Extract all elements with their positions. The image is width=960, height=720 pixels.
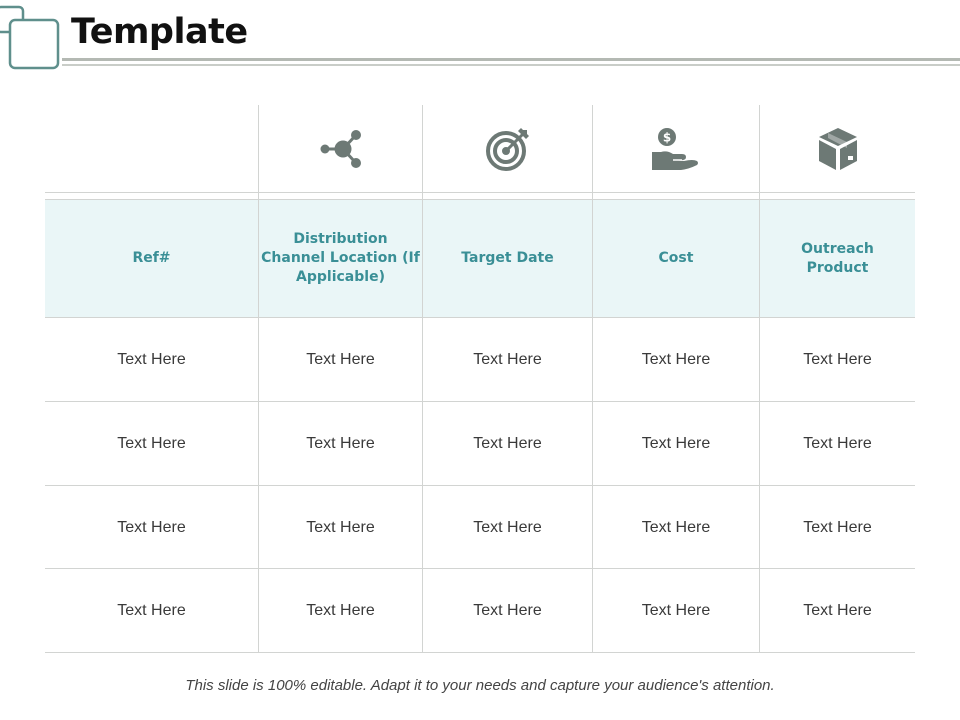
header-ref: Ref# — [132, 250, 171, 266]
table-cell: Text Here — [306, 601, 375, 619]
header-outreach-product: Outreach Product — [801, 240, 874, 276]
table-cell: Text Here — [803, 434, 872, 452]
icon-cell — [259, 105, 422, 193]
table-cell: Text Here — [641, 434, 711, 452]
header-distribution-channel: Distribution Channel Location (If Applicable) — [261, 231, 420, 285]
table-cell: Text Here — [473, 518, 542, 536]
table-rule — [45, 652, 915, 653]
table-cell: Text Here — [117, 601, 186, 619]
table-cell: Text Here — [306, 518, 375, 536]
icon-cell — [593, 105, 759, 193]
page-title: Template — [71, 12, 248, 52]
table-cell: Text Here — [803, 601, 872, 619]
template-table — [45, 105, 915, 653]
table-cell: Text Here — [306, 350, 375, 368]
share-network-icon — [319, 127, 363, 171]
logo-squares — [0, 0, 62, 70]
table-cell: Text Here — [641, 601, 711, 619]
table-cell: Text Here — [117, 350, 186, 368]
table-cell: Text Here — [641, 518, 711, 536]
table-cell: Text Here — [473, 434, 542, 452]
table-cell: Text Here — [641, 350, 711, 368]
header-cost: Cost — [658, 250, 694, 266]
table-cell: Text Here — [306, 434, 375, 452]
table-cell: Text Here — [803, 518, 872, 536]
table-cell: Text Here — [117, 518, 186, 536]
icon-cell — [760, 105, 915, 193]
title-rule-bottom — [62, 64, 960, 66]
svg-text:$: $ — [662, 130, 672, 145]
box-icon — [816, 125, 860, 173]
header-target-date: Target Date — [461, 250, 554, 266]
hand-holding-dollar-icon — [649, 126, 703, 172]
table-cell: Text Here — [803, 350, 872, 368]
footer-note: This slide is 100% editable. Adapt it to your needs and capture your audience's attention. — [185, 677, 775, 694]
icon-cell — [423, 105, 592, 193]
table-cell: Text Here — [473, 350, 542, 368]
table-cell: Text Here — [473, 601, 542, 619]
table-cell: Text Here — [117, 434, 186, 452]
title-rule-top — [62, 58, 960, 61]
target-icon — [485, 126, 531, 172]
